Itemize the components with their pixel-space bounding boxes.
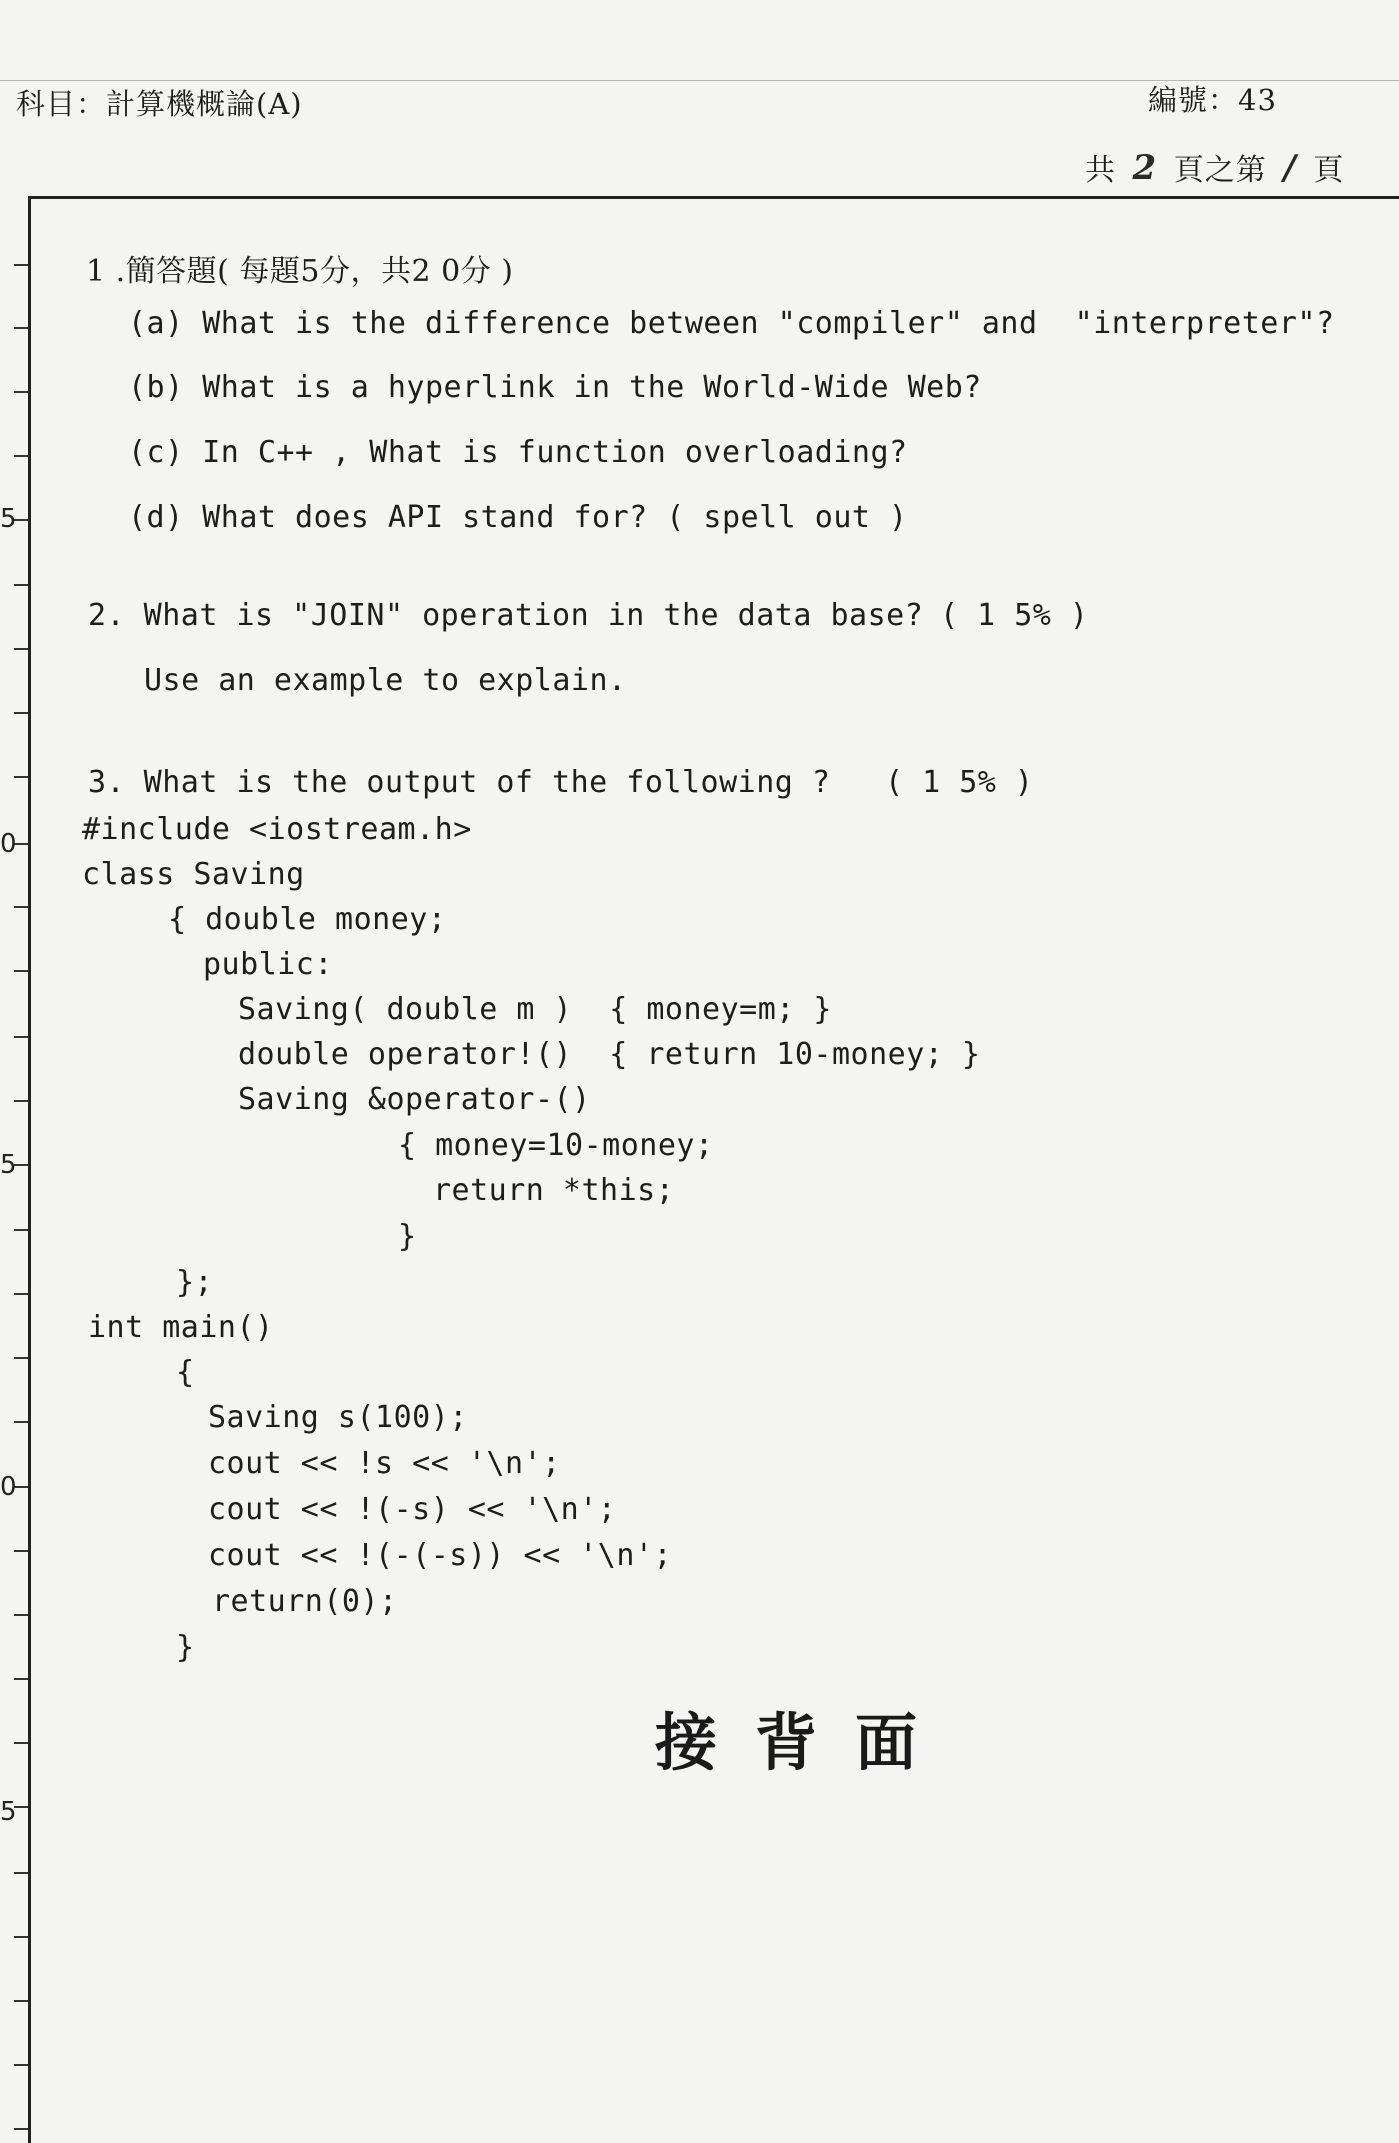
- margin-tick: [14, 584, 28, 586]
- pages-prefix: 共: [1085, 153, 1116, 188]
- pages-current: /: [1283, 148, 1297, 188]
- question-1c: (c) In C++ , What is function overloading?: [128, 435, 908, 470]
- code-line: {: [176, 1355, 195, 1390]
- margin-tick: [14, 2000, 28, 2002]
- margin-tick: [14, 1229, 28, 1231]
- pages-suffix: 頁: [1313, 153, 1345, 188]
- margin-tick: [14, 1100, 28, 1102]
- question-1a: (a) What is the difference between "compiler" and "interpreter"?: [128, 306, 1335, 341]
- code-line: { double money;: [168, 902, 447, 937]
- question-2-points: ( 1 5% ): [940, 598, 1089, 633]
- margin-tick: [14, 776, 28, 778]
- margin-tick: [14, 1036, 28, 1038]
- code-line: return(0);: [212, 1584, 398, 1619]
- margin-number: 5: [0, 504, 17, 534]
- code-line: { money=10-money;: [398, 1128, 714, 1163]
- margin-tick: [14, 712, 28, 714]
- question-3-points: ( 1 5% ): [885, 765, 1034, 800]
- code-line: Saving &operator-(): [238, 1082, 591, 1117]
- pages-total: 2: [1132, 148, 1158, 188]
- question-2-sub: Use an example to explain.: [144, 663, 627, 698]
- question-1d: (d) What does API stand for? ( spell out ): [128, 500, 908, 535]
- code-line: cout << !s << '\n';: [208, 1446, 561, 1481]
- margin-number: 5: [0, 1150, 17, 1180]
- continue-on-back-label: 接背面: [655, 1706, 956, 1779]
- code-line: public:: [203, 947, 333, 982]
- margin-number: 0: [0, 829, 17, 859]
- code-line: cout << !(-(-s)) << '\n';: [208, 1538, 673, 1573]
- margin-tick: [14, 1614, 28, 1616]
- margin-tick: [14, 1872, 28, 1874]
- exam-code: 編號：43: [1148, 83, 1277, 117]
- question-2: 2. What is "JOIN" operation in the data base?: [88, 598, 924, 633]
- code-line: double operator!() { return 10-money; }: [238, 1037, 981, 1072]
- code-line: Saving( double m ) { money=m; }: [238, 992, 832, 1027]
- code-line: }: [398, 1219, 417, 1254]
- margin-tick: [14, 1550, 28, 1552]
- margin-number: 5: [0, 1797, 17, 1827]
- margin-tick: [14, 264, 28, 266]
- margin-tick: [14, 1293, 28, 1295]
- margin-tick: [14, 970, 28, 972]
- margin-tick: [14, 1936, 28, 1938]
- margin-tick: [14, 327, 28, 329]
- margin-tick: [14, 906, 28, 908]
- code-line: cout << !(-s) << '\n';: [208, 1492, 617, 1527]
- code-line: }: [176, 1630, 195, 1665]
- margin-tick: [14, 2128, 28, 2130]
- code-line: class Saving: [82, 857, 305, 892]
- margin-tick: [14, 1742, 28, 1744]
- page-count: [1085, 145, 1344, 189]
- margin-tick: [14, 1357, 28, 1359]
- code-line: };: [176, 1265, 214, 1300]
- margin-number: 0: [0, 1472, 17, 1502]
- subject-title: 科目：計算機概論(A): [16, 87, 303, 121]
- answer-frame: [28, 196, 1399, 2143]
- margin-tick: [14, 455, 28, 457]
- code-line: return *this;: [433, 1173, 675, 1208]
- margin-tick: [14, 391, 28, 393]
- question-3: 3. What is the output of the following ?: [88, 765, 831, 800]
- code-line: int main(): [88, 1310, 274, 1345]
- section1-heading: 1 .簡答題( 每題5分，共2 0分 ): [86, 254, 514, 289]
- margin-tick: [14, 648, 28, 650]
- question-1b: (b) What is a hyperlink in the World-Wide Web?: [128, 370, 982, 405]
- code-line: #include <iostream.h>: [82, 812, 472, 847]
- code-line: Saving s(100);: [208, 1400, 468, 1435]
- margin-tick: [14, 2064, 28, 2066]
- pages-mid: 頁之第: [1173, 153, 1267, 188]
- margin-tick: [14, 1421, 28, 1423]
- margin-tick: [14, 1678, 28, 1680]
